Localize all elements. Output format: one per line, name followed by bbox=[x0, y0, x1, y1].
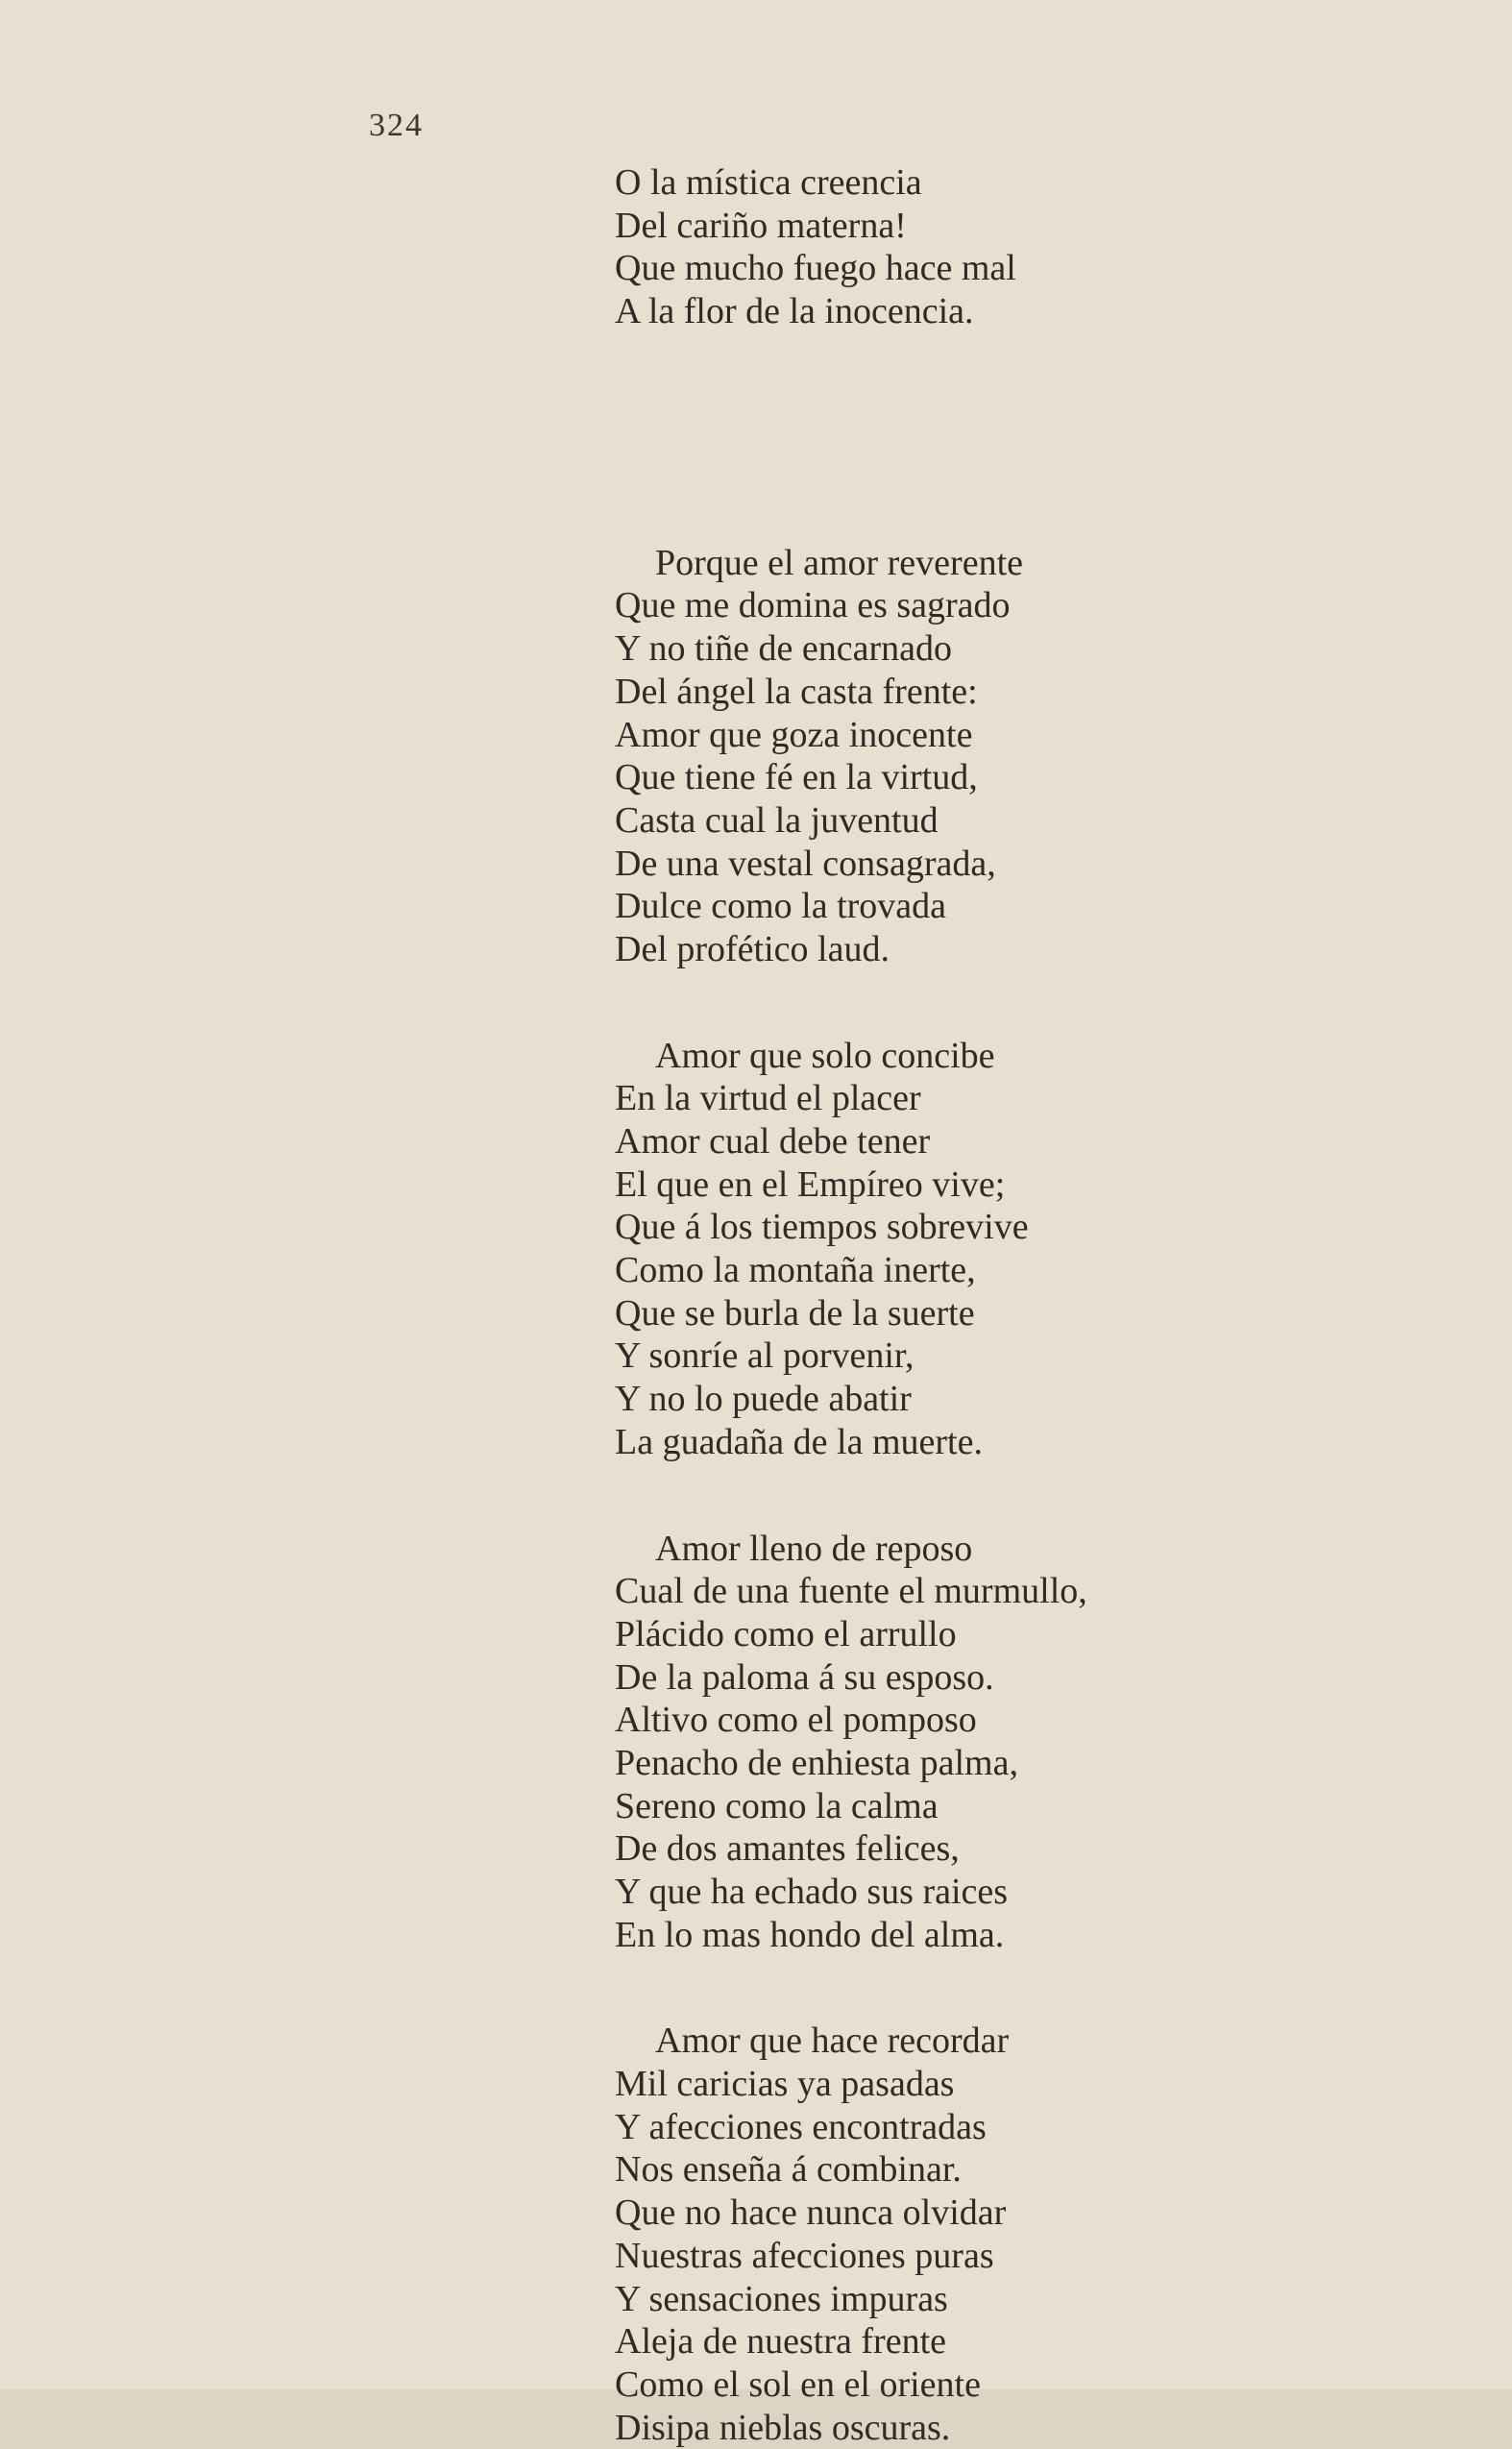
poem-line: Y no tiñe de encarnado bbox=[615, 628, 952, 670]
poem-line: Y sonríe al porvenir, bbox=[615, 1335, 915, 1377]
poem-line: Y que ha echado sus raices bbox=[615, 1872, 1009, 1912]
poem-line: Casta cual la juventud bbox=[615, 799, 939, 841]
poem-line: De dos amantes felices, bbox=[615, 1828, 960, 1870]
poem-line: Plácido como el arrullo bbox=[615, 1613, 957, 1654]
poem-line: Y sensaciones impuras bbox=[615, 2278, 948, 2319]
stanza bbox=[615, 1035, 1479, 1464]
poem-line: Cual de una fuente el murmullo, bbox=[615, 1571, 1087, 1612]
poem-line: Del cariño materna! bbox=[615, 205, 907, 246]
poem-line: La guadaña de la muerte. bbox=[615, 1421, 983, 1462]
poem-line: A la flor de la inocencia. bbox=[615, 291, 974, 332]
poem-line: Como la montaña inerte, bbox=[615, 1250, 976, 1291]
poem-line: Amor que solo concibe bbox=[655, 1035, 995, 1076]
stanza bbox=[615, 161, 1479, 333]
poem-line: Disipa nieblas oscuras. bbox=[615, 2407, 951, 2448]
poem-line: De la paloma á su esposo. bbox=[615, 1656, 994, 1698]
poem-line: Porque el amor reverente bbox=[655, 542, 1023, 583]
poem-line: Del ángel la casta frente: bbox=[615, 671, 978, 712]
poem-line: Que á los tiempos sobrevive bbox=[615, 1207, 1029, 1248]
stanza bbox=[615, 2020, 1479, 2449]
poem-line: Que se burla de la suerte bbox=[615, 1292, 975, 1334]
poem-line: En la virtud el placer bbox=[615, 1078, 921, 1119]
poem-line: Amor cual debe tener bbox=[615, 1121, 931, 1162]
poem-line: Nuestras afecciones puras bbox=[615, 2235, 994, 2276]
poem-line: Del profético laud. bbox=[615, 928, 890, 969]
poem-line: Dulce como la trovada bbox=[615, 886, 947, 927]
poem-line: Amor que hace recordar bbox=[655, 2020, 1010, 2062]
poem-body bbox=[615, 161, 1479, 2449]
poem-line: Nos enseña á combinar. bbox=[615, 2149, 962, 2191]
stanza bbox=[615, 542, 1479, 971]
poem-line: O la mística creencia bbox=[615, 162, 922, 203]
poem-line: Mil caricias ya pasadas bbox=[615, 2064, 955, 2105]
poem-line: En lo mas hondo del alma. bbox=[615, 1914, 1005, 1955]
poem-line: Que mucho fuego hace mal bbox=[615, 248, 1016, 289]
poem-line: Como el sol en el oriente bbox=[615, 2363, 981, 2405]
poem-line: De una vestal consagrada, bbox=[615, 843, 996, 884]
poem-line: El que en el Empíreo vive; bbox=[615, 1163, 1006, 1205]
poem-line: Que tiene fé en la virtud, bbox=[615, 757, 978, 798]
poem-line: Altivo como el pomposo bbox=[615, 1700, 977, 1741]
poem-line: Sereno como la calma bbox=[615, 1785, 939, 1826]
poem-line: Amor lleno de reposo bbox=[655, 1528, 973, 1569]
poem-line: Aleja de nuestra frente bbox=[615, 2321, 946, 2363]
poem-line: Penacho de enhiesta palma, bbox=[615, 1742, 1018, 1783]
poem-line: Y afecciones encontradas bbox=[615, 2106, 987, 2147]
poem-line: Y no lo puede abatir bbox=[615, 1379, 912, 1420]
poem-line: Que no hace nunca olvidar bbox=[615, 2192, 1007, 2234]
page-number: 324 bbox=[369, 108, 424, 143]
poem-line: Que me domina es sagrado bbox=[615, 585, 1011, 626]
poem-line: Amor que goza inocente bbox=[615, 714, 973, 755]
stanza bbox=[615, 1528, 1479, 1957]
